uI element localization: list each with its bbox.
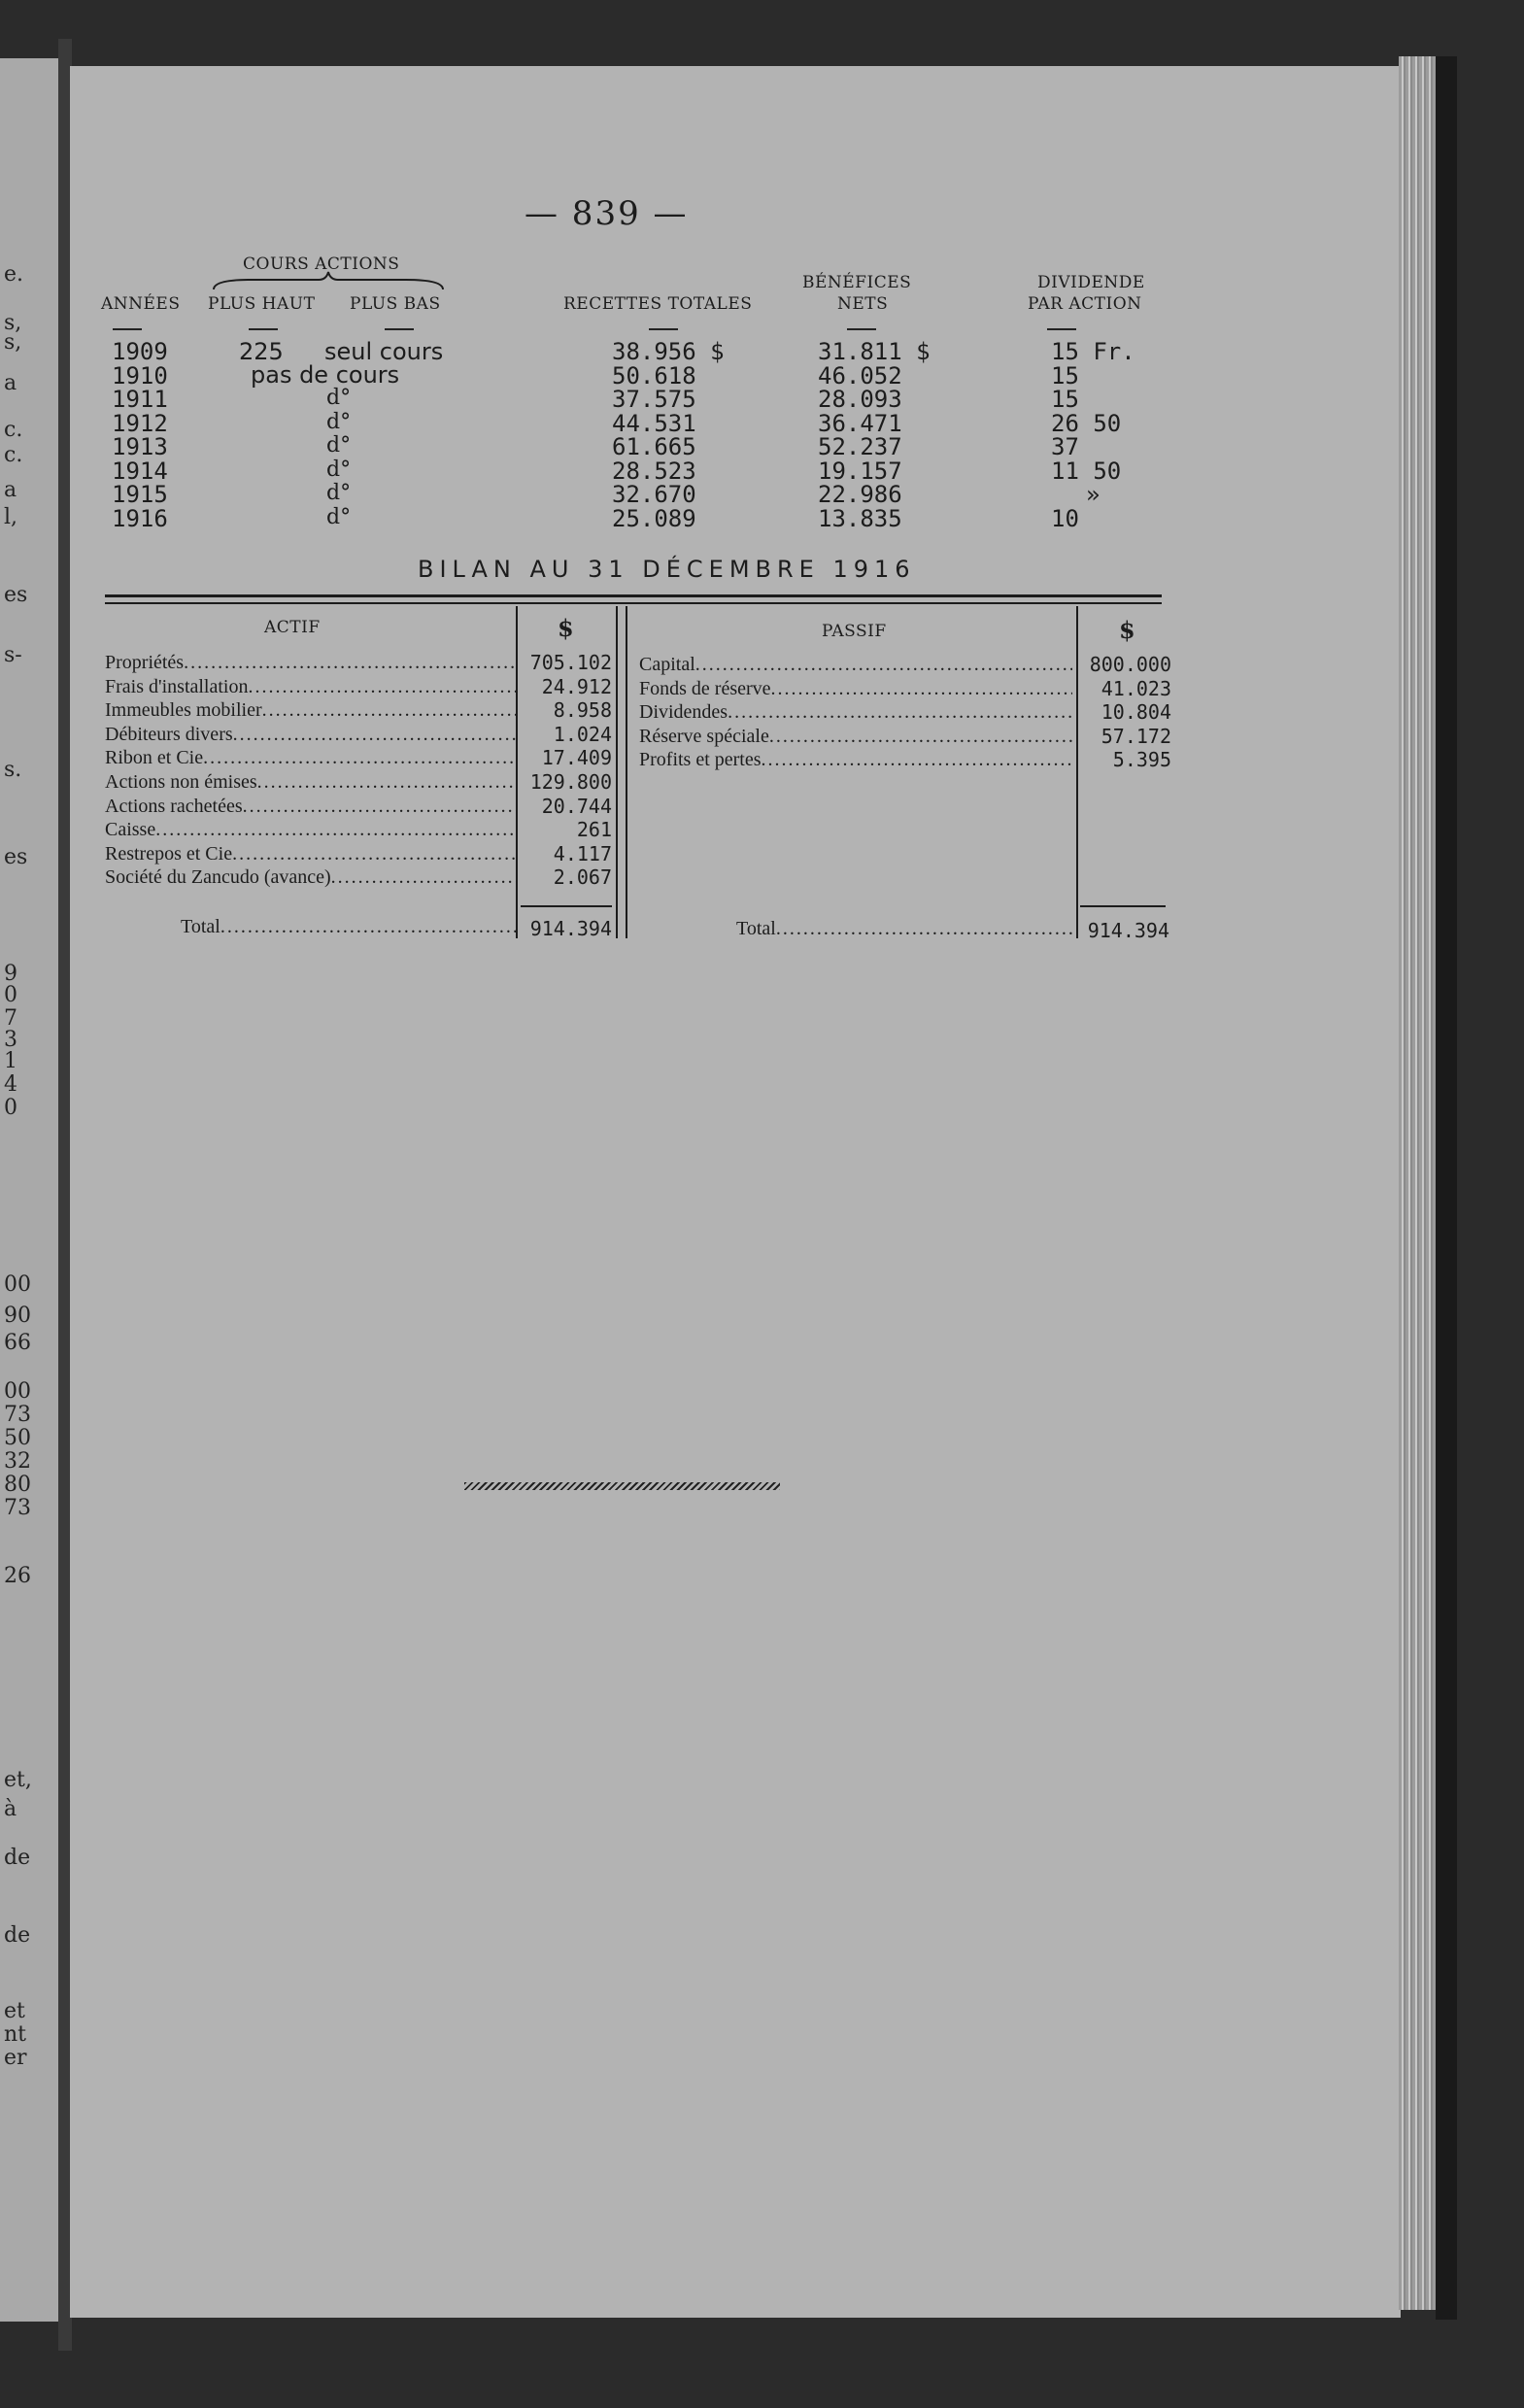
facing-page-fragment: 9 [4,962,17,986]
passif-list [639,653,1072,772]
facing-page-fragment: 3 [4,1028,17,1052]
passif-label: Profits et pertes [639,749,762,771]
actif-total-line [181,915,516,939]
facing-page-fragment: e. [4,262,24,287]
seul-cours: seul cours [324,338,444,365]
facing-page-fragment: es [4,845,28,869]
scan-border [1436,56,1457,2320]
header-dividende: DIVIDENDE [1037,273,1145,292]
actif-amount: 8.958 [553,698,612,723]
year-cell: 1910 [112,361,168,390]
benefices-cell: 46.052 [818,361,902,390]
actif-header: ACTIF [264,618,321,637]
total-label: Total [181,916,220,937]
bilan-title: BILAN AU 31 DÉCEMBRE 1916 [418,556,916,583]
facing-page-fragment: nt [4,2022,27,2047]
benefices-column [818,340,931,530]
passif-amount: 10.804 [1101,700,1171,725]
actif-row [105,818,518,842]
passif-row [639,748,1072,772]
passif-amount: 41.023 [1101,676,1171,700]
actif-label: Actions rachetées [105,795,243,817]
actif-total: 914.394 [529,917,612,940]
year-cell: 1912 [112,409,168,437]
actif-label: Actions non émises [105,770,257,793]
facing-page-fragment: 73 [4,1403,31,1427]
facing-page-fragment: de [4,1923,31,1948]
passif-total-rule [1080,905,1166,907]
actif-label: Débiteurs divers [105,723,233,745]
facing-page-fragment: et [4,1999,25,2023]
pas-de-cours: pas de cours [251,361,400,389]
actif-amount: 24.912 [541,674,612,698]
leader-dots [243,795,518,819]
passif-total: 914.394 [1087,919,1169,942]
book-page [70,66,1401,2318]
cours-ditto-column [326,387,351,529]
actif-row [105,770,518,795]
header-plus-haut: PLUS HAUT [208,294,316,314]
recettes-cell: 50.618 [612,361,696,390]
recettes-cell: 44.531 [612,409,696,437]
benefices-cell: 52.237 [818,433,902,460]
bilan-top-rule-2 [105,602,1162,604]
benefices-cell: 22.986 [818,481,902,508]
passif-total-line [736,917,1074,941]
header-recettes-totales: RECETTES TOTALES [563,294,753,314]
facing-page-fragment: 0 [4,1096,17,1120]
dividende-cell: 15 [1051,361,1079,390]
actif-amount: 261 [576,818,612,842]
leader-dots [776,917,1074,941]
actif-row [105,865,518,890]
header-benefices: BÉNÉFICES [802,273,912,292]
recettes-cell: 25.089 [612,504,696,532]
ditto-cell: d° [326,504,352,529]
ditto-cell: d° [326,433,352,458]
ditto-cell: d° [326,481,352,505]
header-plus-bas: PLUS BAS [350,294,441,314]
benefices-cell: 19.157 [818,457,902,485]
dividende-column [1051,340,1135,530]
actif-label: Caisse [105,819,156,841]
actif-amount: 705.102 [529,651,612,674]
header-cours-actions: COURS ACTIONS [243,254,400,274]
facing-page-fragment: er [4,2046,27,2070]
actif-amount: 17.409 [541,746,612,770]
leader-dots [203,746,518,770]
facing-page-fragment: s, [4,311,22,335]
actif-row [105,698,518,723]
passif-header: PASSIF [822,622,887,641]
facing-page-fragment: 26 [4,1564,31,1588]
center-divider-2 [626,606,627,938]
dash [113,328,142,330]
facing-page-fragment: s- [4,643,22,667]
facing-page-fragment: 4 [4,1072,17,1097]
facing-page-fragment: c. [4,418,23,442]
year-cell: 1916 [112,504,168,532]
actif-label: Frais d'installation [105,675,249,697]
facing-page-fragment: s. [4,758,22,782]
center-divider [616,606,618,938]
years-column [112,340,168,530]
actif-label: Propriétés [105,652,185,673]
facing-page-fragment: et, [4,1768,32,1792]
facing-page-fragment: 0 [4,983,17,1007]
passif-label: Fonds de réserve [639,677,771,699]
passif-amount: 800.000 [1089,653,1171,676]
actif-label: Restrepos et Cie [105,842,233,865]
actif-amount: 2.067 [553,865,612,890]
actif-row [105,795,518,819]
facing-page-fragment: 80 [4,1473,31,1497]
dividende-cell: » [1086,481,1101,508]
actif-row [105,842,518,866]
actif-list [105,651,518,890]
end-ornament [464,1482,780,1490]
facing-page-fragment: a [4,371,17,395]
passif-row [639,700,1072,725]
passif-label: Réserve spéciale [639,725,769,747]
dividende-cell: 11 50 [1051,457,1122,485]
actif-total-row [181,915,516,939]
leader-dots [248,675,518,699]
actif-amount: 20.744 [541,794,612,818]
facing-page-fragment: es [4,583,28,607]
recettes-cell: 37.575 [612,386,696,413]
facing-page-fragment: de [4,1846,31,1870]
facing-page-fragment: 00 [4,1379,31,1404]
actif-row [105,675,518,699]
dividende-cell: 15 Fr. [1051,338,1135,365]
actif-row [105,746,518,770]
leader-dots [728,700,1072,725]
passif-total-row [736,917,1074,941]
ditto-cell: d° [326,409,352,434]
actif-amount: 1.024 [553,722,612,746]
facing-page-fragment: c. [4,443,23,467]
facing-page-fragment: 50 [4,1426,31,1450]
page-number: — 839 — [525,194,689,233]
facing-page-fragment: 73 [4,1496,31,1520]
passif-amounts [1078,653,1171,772]
ditto-cell: d° [326,386,352,410]
passif-row [639,653,1072,677]
actif-label: Société du Zancudo (avance) [105,866,331,889]
year-cell: 1915 [112,481,168,508]
cours-225: 225 [239,338,284,365]
year-cell: 1911 [112,386,168,413]
facing-page-fragment: 1 [4,1049,17,1073]
dash [249,328,278,330]
dash [649,328,678,330]
leader-dots [331,865,518,890]
leader-dots [220,915,516,939]
leader-dots [184,651,518,675]
leader-dots [232,842,518,866]
actif-label: Ribon et Cie [105,747,204,769]
actif-label: Immeubles mobilier [105,699,262,722]
header-par-action: PAR ACTION [1028,294,1142,314]
actif-total-rule [521,905,612,907]
leader-dots [695,653,1072,677]
year-cell: 1909 [112,338,168,365]
dividende-cell: 37 [1051,433,1079,460]
facing-page-fragment: 66 [4,1331,31,1355]
leader-dots [257,770,518,795]
leader-dots [233,723,518,747]
facing-page-fragment: l, [4,505,18,529]
dividende-cell: 26 50 [1051,409,1122,437]
leader-dots [771,677,1072,701]
dash [847,328,876,330]
total-label: Total [736,918,776,939]
dash [1047,328,1076,330]
passif-currency: $ [1119,616,1135,644]
facing-page-fragment: 7 [4,1006,17,1031]
recettes-cell: 28.523 [612,457,696,485]
passif-label: Dividendes [639,701,728,724]
facing-page-fragment: s, [4,330,22,355]
facing-page-fragment: 00 [4,1272,31,1297]
facing-page-fragment: 32 [4,1449,31,1474]
actif-amounts [519,651,612,890]
leader-dots [762,748,1072,772]
ditto-cell: d° [326,457,352,482]
actif-amount: 129.800 [529,769,612,794]
passif-amount: 57.172 [1101,724,1171,748]
recettes-cell: 32.670 [612,481,696,508]
leader-dots [262,698,518,723]
recettes-cell: 38.956 $ [612,338,725,365]
dividende-cell: 10 [1051,504,1079,532]
bilan-top-rule [105,594,1162,597]
passif-label: Capital [639,654,695,675]
passif-row [639,725,1072,749]
facing-page-fragment: a [4,478,17,502]
benefices-cell: 13.835 [818,504,902,532]
leader-dots [155,818,518,842]
year-cell: 1914 [112,457,168,485]
leader-dots [769,725,1072,749]
passif-amount: 5.395 [1112,748,1171,772]
actif-amount: 4.117 [553,841,612,865]
facing-page-fragment: à [4,1797,17,1821]
actif-row [105,723,518,747]
header-nets: NETS [837,294,889,314]
header-brace [212,270,445,291]
actif-row [105,651,518,675]
dash [385,328,414,330]
header-annees: ANNÉES [101,294,181,314]
year-cell: 1913 [112,433,168,460]
facing-page-fragment: 90 [4,1304,31,1328]
benefices-cell: 31.811 $ [818,338,931,365]
benefices-cell: 28.093 [818,386,902,413]
dividende-cell: 15 [1051,386,1079,413]
benefices-cell: 36.471 [818,409,902,437]
passif-row [639,677,1072,701]
recettes-column [612,340,725,530]
actif-currency: $ [558,614,574,642]
recettes-cell: 61.665 [612,433,696,460]
page-stack-edge [1399,56,1438,2310]
